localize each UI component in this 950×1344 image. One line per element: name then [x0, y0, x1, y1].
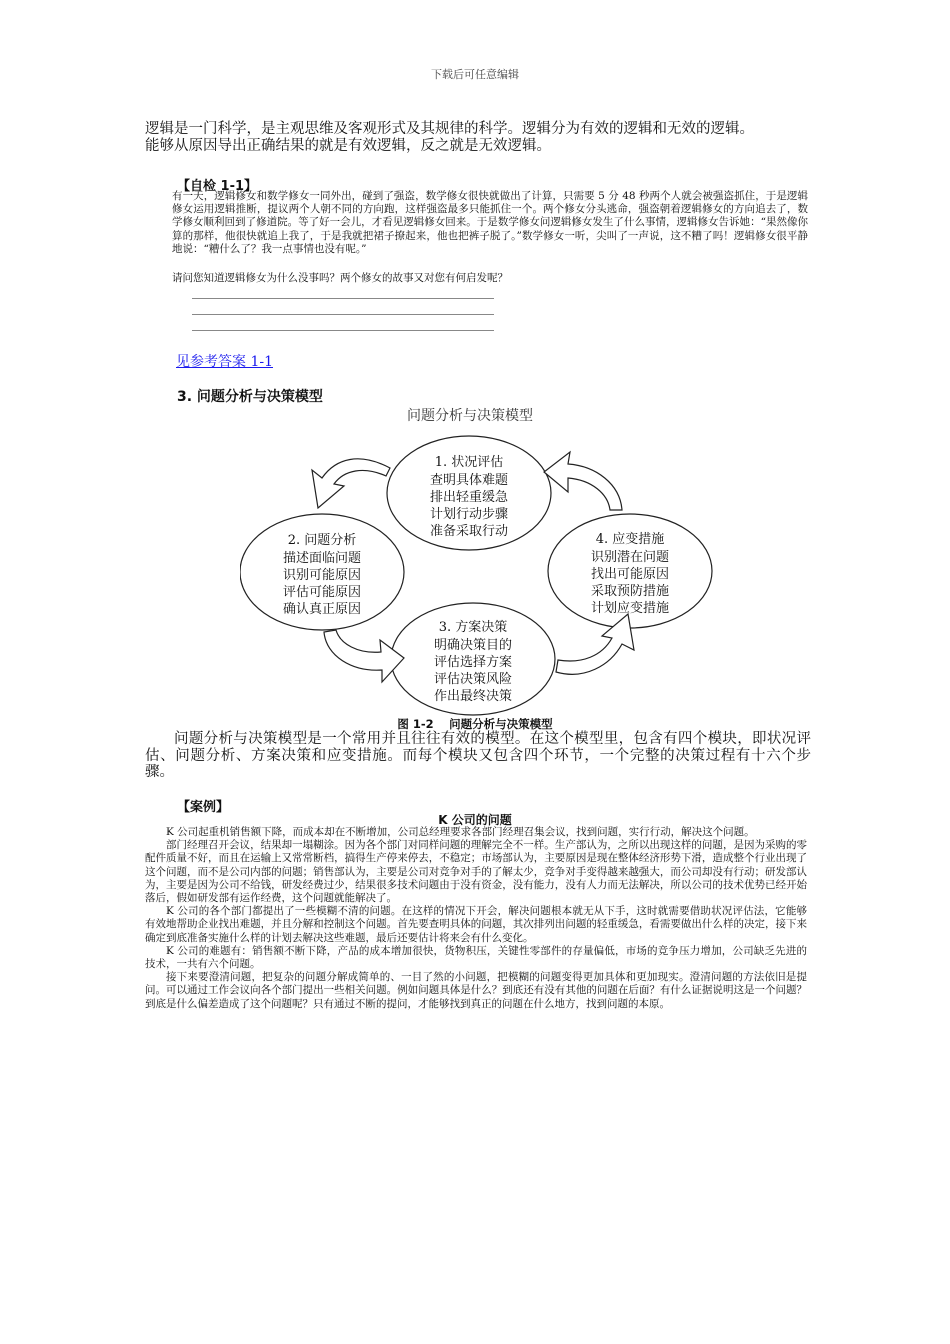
- module-2-line-2: 描述面临问题: [282, 551, 362, 566]
- self-check-story-text: 有一天，逻辑修女和数学修女一同外出，碰到了强盗，数学修女很快就做出了计算，只需要 5 分 48 秒两个人就会被强盗抓住，于是逻辑修女运用逻辑推断，提议两个人朝不同的方向跑，这样强盗最多只能抓住一个。两个修女分头逃命，强盗朝着逻辑修女的方向追去了，数学修女顺利回到了修道院。等了好一会儿，才看见逻辑修女回来。于是数学修女问逻辑修女发生了什么事情，逻辑修女告诉她：“果然像你算的那样，他很快就追上我了，于是我就把裙子撩起来，他也把裤子脱了。”数学修女一听，尖叫了一声说，这不糟了吗！逻辑修女很平静地说：“糟什么了？我一点事情也没有呢。”: [172, 190, 808, 255]
- module-4-line-4: 采取预防措施: [590, 584, 670, 599]
- case-body: [145, 826, 807, 1011]
- module-1-line-4: 计划行动步骤: [429, 507, 509, 522]
- case-paragraph-3: K 公司的各个部门都提出了一些模糊不清的问题。在这样的情况下开会，解决问题根本就无从下手，这时就需要借助状况评估法，它能够有效地帮助企业找出难题，并且分解和控制这个问题。首先要查明具体的问题，其次排列出问题的轻重缓急，看需要做出什么样的决定，接下来确定到底准备实施什么样的计划去解决这些难题，最后还要估计将来会有什么变化。: [145, 905, 807, 944]
- answer-line-3[interactable]: [192, 330, 494, 331]
- decision-model-diagram: [240, 400, 720, 720]
- answer-line-2[interactable]: [192, 314, 494, 315]
- module-3-line-1: 3. 方案决策: [438, 620, 508, 635]
- arrow-1-to-2: [312, 459, 390, 508]
- case-paragraph-5: 接下来要澄清问题，把复杂的问题分解成简单的、一目了然的小问题，把模糊的问题变得更加具体和更加现实。澄清问题的方法依旧是提问。可以通过工作会议向各个部门提出一些相关问题。例如问题具体是什么？到底还有没有其他的问题在后面？有什么证据说明这是一个问题？到底是什么偏差造成了这个问题呢？只有通过不断的提问，才能够找到真正的问题在什么地方，找到问题的本原。: [145, 971, 807, 1010]
- section-heading: 3. 问题分析与决策模型: [177, 389, 323, 405]
- case-title: K 公司的问题: [438, 813, 512, 827]
- module-2-line-1: 2. 问题分析: [287, 533, 357, 548]
- module-2-line-3: 识别可能原因: [282, 568, 362, 583]
- answer-link[interactable]: 见参考答案 1-1: [176, 354, 273, 370]
- intro-line-2: 能够从原因导出正确结果的就是有效逻辑，反之就是无效逻辑。: [145, 138, 551, 154]
- module-2-line-5: 确认真正原因: [282, 602, 362, 617]
- module-4-line-5: 计划应变措施: [590, 601, 670, 616]
- module-2-line-4: 评估可能原因: [282, 585, 362, 600]
- page-header: 下载后可任意编辑: [431, 68, 519, 81]
- self-check-story: [172, 190, 808, 256]
- model-paragraph: [145, 731, 811, 781]
- module-4-line-2: 识别潜在问题: [590, 550, 670, 565]
- self-check-heading: 【自检 1-1】: [177, 179, 258, 194]
- case-heading: 【案例】: [177, 800, 230, 815]
- diagram-title: 问题分析与决策模型: [407, 408, 533, 424]
- module-4-line-3: 找出可能原因: [590, 567, 670, 582]
- module-1-line-5: 准备采取行动: [429, 524, 509, 539]
- case-paragraph-2: 部门经理召开会议，结果却一塌糊涂。因为各个部门对同样问题的理解完全不一样。生产部认为，之所以出现这样的问题，是因为采购的零配件质量不好，而且在运输上又常常断档，搞得生产停来停去，不稳定；市场部认为，主要原因是现在整体经济形势下滑，造成整个行业出现了这个问题，而不是公司内部的问题；销售部认为，主要是公司对竞争对手的了解太少，竞争对手变得越来越强大，而公司却没有行动；研发部认为，主要是因为公司不给钱，研发经费过少，结果很多技术问题由于没有资金，没有能力，没有人力而无法解决，所以公司的技术优势已经开始落后，假如研发部有运作经费，这个问题就能解决了。: [145, 839, 807, 905]
- module-4-line-1: 4. 应变措施: [595, 532, 665, 547]
- module-3-line-5: 作出最终决策: [433, 689, 513, 704]
- self-check-question: 请问您知道逻辑修女为什么没事吗？两个修女的故事又对您有何启发呢？: [172, 272, 508, 284]
- module-3-line-3: 评估选择方案: [433, 655, 513, 670]
- intro-line-1: 逻辑是一门科学，是主观思维及客观形式及其规律的科学。逻辑分为有效的逻辑和无效的逻辑。: [145, 121, 754, 137]
- figure-caption: 图 1-2 问题分析与决策模型: [397, 717, 553, 731]
- model-paragraph-text: 问题分析与决策模型是一个常用并且往往有效的模型。在这个模型里，包含有四个模块，即状况评估、问题分析、方案决策和应变措施。而每个模块又包含四个环节，一个完整的决策过程有十六个步骤。: [145, 731, 811, 780]
- arrow-2-to-3: [324, 630, 404, 682]
- module-1-line-3: 排出轻重缓急: [429, 490, 509, 505]
- answer-line-1[interactable]: [192, 298, 494, 299]
- module-3-line-4: 评估决策风险: [433, 672, 513, 687]
- case-paragraph-1: K 公司起重机销售额下降，而成本却在不断增加，公司总经理要求各部门经理召集会议，找到问题，实行行动，解决这个问题。: [166, 826, 755, 838]
- module-1-line-1: 1. 状况评估: [434, 455, 504, 470]
- arrow-4-to-1: [544, 452, 622, 510]
- intro-paragraph: [145, 121, 817, 155]
- case-paragraph-4: K 公司的难题有：销售额不断下降，产品的成本增加很快，货物积压，关键性零部件的存量偏低，市场的竞争压力增加，公司缺乏先进的技术，一共有六个问题。: [145, 944, 807, 971]
- module-1-line-2: 查明具体难题: [429, 473, 509, 488]
- module-3-line-2: 明确决策目的: [433, 638, 513, 653]
